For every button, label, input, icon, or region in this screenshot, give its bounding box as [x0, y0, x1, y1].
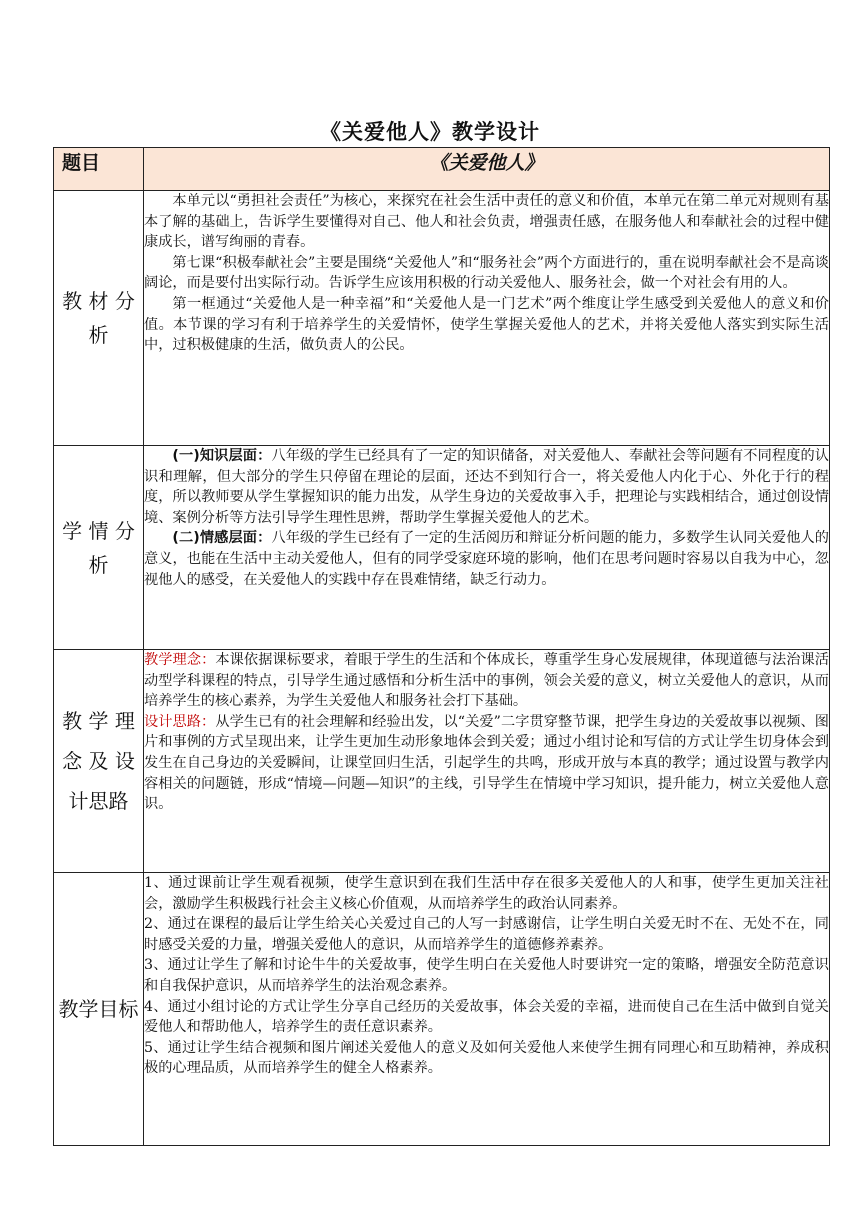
design-table [53, 147, 830, 1146]
xueqing-item-2-head: (二)情感层面： [172, 530, 272, 547]
xueqing-item-1-head: (一)知识层面： [172, 448, 272, 464]
content-xueqing [144, 446, 830, 650]
row-xueqing [54, 446, 830, 650]
mubiao-item-1: 1、通过课前让学生观看视频，使学生意识到在我们生活中存在很多关爱他人的人和事，使学生更加关注社会，激励学生积极践行社会主义核心价值观，从而培养学生的政治认同素养。 [144, 875, 829, 912]
row-linian [54, 650, 830, 873]
label-xueqing: 学 情 分 析 [54, 446, 144, 650]
content-linian [144, 650, 830, 873]
linian-item-2-head: 设计思路： [144, 713, 216, 730]
jiaocai-para-3: 第一框通过“关爱他人是一种幸福”和“关爱他人是一门艺术”两个维度让学生感受到关爱他人的意义和价值。本节课的学习有利于培养学生的关爱情怀，使学生掌握关爱他人的艺术，并将关爱他人落实到实际生活中，过积极健康的生活，做负责人的公民。 [144, 295, 829, 354]
label-mubiao: 教学目标 [54, 873, 144, 1146]
xueqing-item-2 [144, 528, 829, 590]
header-row [54, 148, 830, 191]
jiaocai-para-1: 本单元以“勇担社会责任”为核心，来探究在社会生活中责任的意义和价值，本单元在第二单元对规则有基本了解的基础上，告诉学生要懂得对自己、他人和社会负责，增强责任感，在服务他人和奉献社会的过程中健康成长，谱写绚丽的青春。 [144, 193, 829, 251]
xueqing-item-1 [144, 446, 829, 528]
content-mubiao [144, 873, 830, 1146]
linian-item-1-head: 教学理念： [144, 652, 216, 668]
mubiao-item-2: 2、通过在课程的最后让学生给关心关爱过自己的人写一封感谢信，让学生明白关爱无时不在、无处不在，同时感受关爱的力量，增强关爱他人的意识，从而培养学生的道德修养素养。 [144, 916, 829, 953]
header-label: 题目 [54, 148, 144, 191]
xueqing-item-2-text: 八年级的学生已经有了一定的生活阅历和辩证分析问题的能力，多数学生认同关爱他人的意义，也能在生活中主动关爱他人，但有的同学受家庭环境的影响，他们在思考问题时容易以自我为中心，忽视他人的感受，在关爱他人的实践中存在畏难情绪，缺乏行动力。 [144, 530, 829, 588]
label-jiaocai: 教 材 分 析 [54, 191, 144, 446]
row-mubiao [54, 873, 830, 1146]
mubiao-item-5: 5、通过让学生结合视频和图片阐述关爱他人的意义及如何关爱他人来使学生拥有同理心和互助精神，养成积极的心理品质，从而培养学生的健全人格素养。 [144, 1039, 829, 1077]
mubiao-item-4: 4、通过小组讨论的方式让学生分享自己经历的关爱故事，体会关爱的幸福，进而使自己在生活中做到自觉关爱他人和帮助他人，培养学生的责任意识素养。 [144, 998, 829, 1036]
page-title: 《关爱他人》教学设计 [320, 120, 540, 144]
linian-item-2 [144, 712, 829, 815]
label-linian: 教 学 理 念 及 设 计思路 [54, 650, 144, 873]
content-jiaocai [144, 191, 830, 446]
linian-item-1 [144, 650, 829, 712]
linian-item-2-text: 从学生已有的社会理解和经验出发，以“关爱”二字贯穿整节课，把学生身边的关爱故事以视频、图片和事例的方式呈现出来，让学生更加生动形象地体会到关爱；通过小组讨论和写信的方式让学生切身体会到发生在自己身边的关爱瞬间，让课堂回归生活，引起学生的共鸣，形成开放与本真的教学；通过设置与教学内容相关的问题链，形成“情境—问题—知识”的主线，引导学生在情境中学习知识，提升能力，树立关爱他人意识。 [144, 713, 829, 813]
mubiao-item-3: 3、通过让学生了解和讨论牛牛的关爱故事，使学生明白在关爱他人时要讲究一定的策略，增强安全防范意识和自我保护意识，从而培养学生的法治观念素养。 [144, 957, 829, 994]
jiaocai-para-2: 第七课“积极奉献社会”主要是围绕“关爱他人”和“服务社会”两个方面进行的，重在说明奉献社会不是高谈阔论，而是要付出实际行动。告诉学生应该用积极的行动关爱他人、服务社会，做一个对社会有用的人。 [144, 254, 829, 292]
xueqing-item-1-text: 八年级的学生已经具有了一定的知识储备，对关爱他人、奉献社会等问题有不同程度的认识和理解，但大部分的学生只停留在理论的层面，还达不到知行合一，将关爱他人内化于心、外化于行的程度，所以教师要从学生掌握知识的能力出发，从学生身边的关爱故事入手，把理论与实践相结合，通过创设情境、案例分析等方法引导学生理性思辨，帮助学生掌握关爱他人的艺术。 [144, 448, 829, 526]
linian-item-1-text: 本课依据课标要求，着眼于学生的生活和个体成长，尊重学生身心发展规律，体现道德与法治课活动型学科课程的特点，引导学生通过感悟和分析生活中的事例，领会关爱的意义，树立关爱他人的意识，从而培养学生的核心素养，为学生关爱他人和服务社会打下基础。 [144, 652, 829, 710]
row-jiaocai [54, 191, 830, 446]
header-value: 《关爱他人》 [144, 148, 830, 191]
